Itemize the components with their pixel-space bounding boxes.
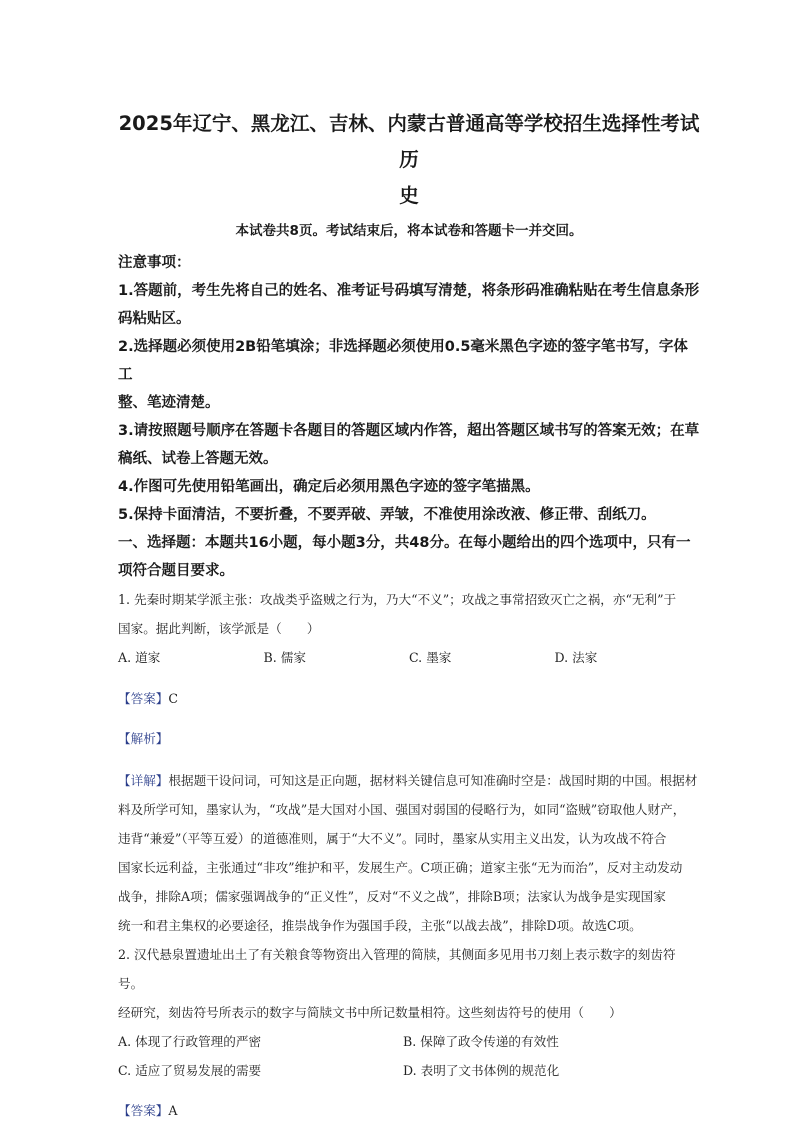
q1-analysis-tag: 【解析】 — [118, 731, 169, 747]
q1-detail-line: 国家长远利益，主张通过“非攻”维护和平，发展生产。C项正确；道家主张“无为而治”，反对主动发动 — [118, 859, 683, 875]
q1-detail-text: 根据题干设问词，可知这是正向题，据材料关键信息可知准确时空是：战国时期的中国。根据材 — [168, 772, 698, 788]
section-line: 项符合题目要求。 — [118, 563, 234, 579]
notes-item: 3.请按照题号顺序在答题卡各题目的答题区域内作答，超出答题区域书写的答案无效；在草 — [118, 423, 700, 439]
q1-options — [118, 643, 700, 672]
q1-detail-line — [118, 766, 700, 795]
section-line: 一、选择题：本题共16小题，每小题3分，共48分。在每小题给出的四个选项中，只有一 — [118, 535, 691, 551]
q1-stem-line: 1. 先秦时期某学派主张：攻战类乎盗贼之行为，乃大“不义”；攻战之事常招致灭亡之祸，亦“无利”于 — [118, 592, 677, 607]
q1-stem-line: 国家。据此判断，该学派是（ ） — [118, 621, 320, 636]
q2-answer — [118, 1097, 700, 1125]
q1-detail-line: 料及所学可知，墨家认为，“攻战”是大国对小国、强国对弱国的侵略行为，如同“盗贼”窃取他人财产， — [118, 801, 686, 817]
q2-options-row — [118, 1056, 700, 1085]
notes-item: 码粘贴区。 — [118, 311, 191, 327]
q1-detail-line: 战争，排除A项；儒家强调战争的“正义性”，反对“不义之战”，排除B项；法家认为战争是实现国家 — [118, 888, 666, 904]
q1-detail-line: 违背“兼爱”（平等互爱）的道德准则，属于“大不义”。同时，墨家从实用主义出发，认为攻战不符合 — [118, 830, 667, 846]
q2-option-a: A. 体现了行政管理的严密 — [118, 1033, 262, 1049]
q2-options-row — [118, 1027, 700, 1056]
q1-option-d: D. 法家 — [554, 650, 598, 665]
notes-item: 1.答题前，考生先将自己的姓名、准考证号码填写清楚，将条形码准确粘贴在考生信息条形 — [118, 283, 700, 299]
q1-answer-value: C — [168, 690, 179, 706]
q1-option-c: C. 墨家 — [409, 650, 452, 665]
question-1 — [118, 585, 700, 940]
notes-item: 2.选择题必须使用2B铅笔填涂；非选择题必须使用0.5毫米黑色字迹的签字笔书写，字体工 — [118, 339, 688, 383]
page-title-line1: 2025年辽宁、黑龙江、吉林、内蒙古普通高等学校招生选择性考试历 — [118, 112, 700, 171]
q2-answer-tag: 【答案】 — [118, 1103, 169, 1119]
notes-item: 整、笔迹清楚。 — [118, 395, 220, 411]
q2-stem-line: 2. 汉代悬泉置遗址出土了有关粮食等物资出入管理的简牍，其侧面多见用书刀刻上表示数字的刻齿符号。 — [118, 946, 676, 991]
question-2 — [118, 940, 700, 1126]
q1-detail-line: 统一和君主集权的必要途径，推崇战争作为强国手段，主张“以战去战”，排除D项。故选C项。 — [118, 917, 642, 933]
page-title-line2: 史 — [399, 184, 419, 207]
section-heading — [118, 529, 700, 585]
q2-option-b: B. 保障了政令传递的有效性 — [403, 1033, 559, 1049]
notes-item: 稿纸、试卷上答题无效。 — [118, 451, 278, 467]
q2-option-c: C. 适应了贸易发展的需要 — [118, 1062, 262, 1078]
page-subtitle: 本试卷共8页。考试结束后，将本试卷和答题卡一并交回。 — [235, 223, 583, 239]
q2-stem-line: 经研究，刻齿符号所表示的数字与简牍文书中所记数量相符。这些刻齿符号的使用（ ） — [118, 1004, 622, 1020]
q1-detail-tag: 【详解】 — [118, 772, 169, 788]
q1-option-b: B. 儒家 — [263, 650, 306, 665]
q1-answer-tag: 【答案】 — [118, 690, 169, 706]
notes-item: 5.保持卡面清洁，不要折叠，不要弄破、弄皱，不准使用涂改液、修正带、刮纸刀。 — [118, 507, 656, 523]
q1-option-a: A. 道家 — [118, 650, 161, 665]
notes-block — [118, 249, 700, 529]
notes-item: 4.作图可先使用铅笔画出，确定后必须用黑色字迹的签字笔描黑。 — [118, 479, 540, 495]
q2-answer-value: A — [168, 1103, 178, 1119]
q2-option-d: D. 表明了文书体例的规范化 — [403, 1062, 560, 1078]
notes-heading: 注意事项： — [118, 255, 191, 271]
q1-answer — [118, 685, 700, 713]
